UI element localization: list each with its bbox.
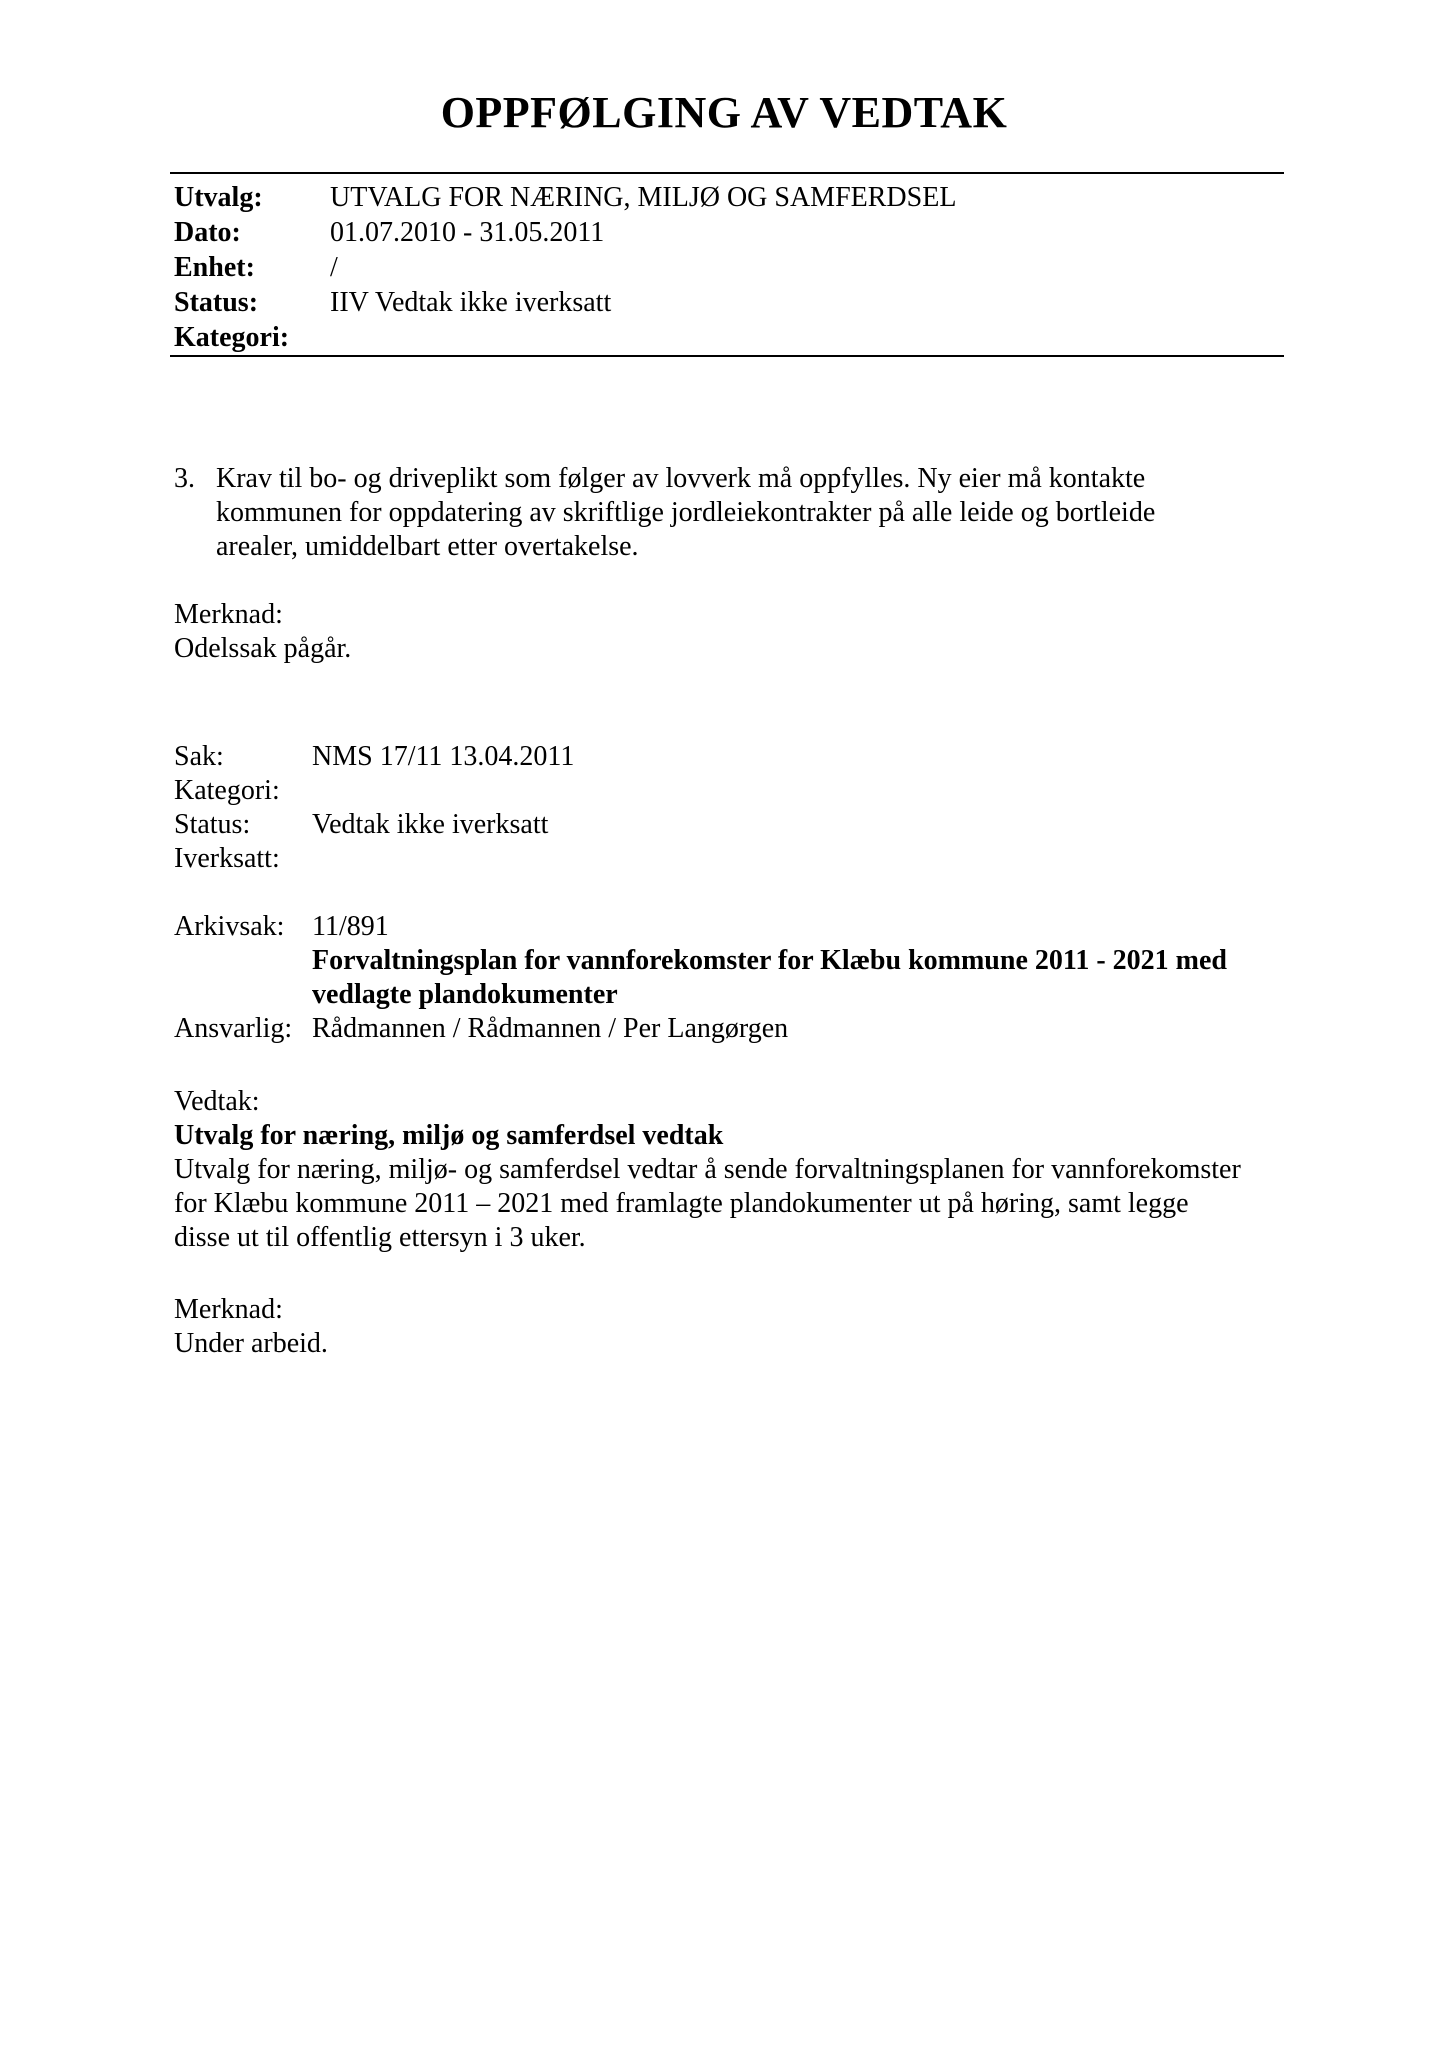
case-row-title	[174, 944, 1284, 1012]
header-value: /	[330, 252, 338, 283]
case-label: Kategori:	[174, 775, 280, 806]
case-label: Status:	[174, 809, 251, 840]
header-row-status	[174, 285, 1274, 320]
case-value: Rådmannen / Rådmannen / Per Langørgen	[312, 1013, 789, 1044]
case-row-sak	[174, 740, 1284, 774]
decision-text-line: for Klæbu kommune 2011 – 2021 med framlagte plandokumenter ut på høring, samt legge	[174, 1188, 1189, 1219]
note-block	[174, 1293, 1274, 1361]
decision-heading: Utvalg for næring, miljø og samferdsel vedtak	[174, 1120, 724, 1151]
case-title-line: Forvaltningsplan for vannforekomster for Klæbu kommune 2011 - 2021 med	[312, 945, 1227, 976]
header-label: Utvalg:	[174, 182, 263, 213]
case-value	[312, 774, 1284, 808]
case-row-iverksatt	[174, 842, 1284, 876]
page-title: OPPFØLGING AV VEDTAK	[440, 88, 1008, 137]
case-value: NMS 17/11 13.04.2011	[312, 741, 575, 772]
decision-text-line: Utvalg for næring, miljø- og samferdsel vedtar å sende forvaltningsplanen for vannforekomster	[174, 1154, 1241, 1185]
case-value: 11/891	[312, 911, 389, 942]
header-top-rule	[170, 172, 1284, 174]
header-row-enhet	[174, 250, 1274, 285]
decision-text	[174, 1153, 1278, 1255]
item-text-line: Krav til bo- og driveplikt som følger av lovverk må oppfylles. Ny eier må kontakte	[216, 463, 1146, 494]
header-label: Enhet:	[174, 252, 255, 283]
header-label: Dato:	[174, 217, 241, 248]
case-label: Iverksatt:	[174, 843, 280, 874]
item-text-line: kommunen for oppdatering av skriftlige jordleiekontrakter på alle leide og bortleide	[216, 497, 1156, 528]
header-bottom-rule	[170, 355, 1284, 357]
decision-text-line: disse ut til offentlig ettersyn i 3 uker.	[174, 1222, 586, 1253]
note-text: Under arbeid.	[174, 1328, 328, 1359]
header-value: IIV Vedtak ikke iverksatt	[330, 287, 612, 318]
case-row-status	[174, 808, 1284, 842]
case-details	[174, 740, 1284, 1046]
header-label: Status:	[174, 287, 259, 318]
case-row-kategori	[174, 774, 1284, 808]
case-value	[312, 842, 1284, 876]
header-row-utvalg	[174, 180, 1274, 215]
header-row-kategori	[174, 320, 1274, 355]
case-title	[312, 944, 1284, 1012]
decision-label: Vedtak:	[174, 1086, 260, 1117]
case-label-empty	[174, 944, 312, 1012]
case-label: Sak:	[174, 741, 224, 772]
case-label: Arkivsak:	[174, 911, 285, 942]
case-row-arkivsak	[174, 910, 1284, 944]
note-block	[174, 598, 1274, 666]
case-row-ansvarlig	[174, 1012, 1284, 1046]
case-label: Ansvarlig:	[174, 1013, 293, 1044]
item-text	[216, 462, 1284, 564]
decision-block	[174, 1085, 1278, 1255]
header-label: Kategori:	[174, 322, 290, 353]
case-value: Vedtak ikke iverksatt	[312, 809, 549, 840]
header-table	[174, 180, 1274, 355]
header-row-dato	[174, 215, 1274, 250]
numbered-item	[174, 462, 1284, 564]
header-value: 01.07.2010 - 31.05.2011	[330, 217, 605, 248]
note-label: Merknad:	[174, 1294, 283, 1325]
header-value	[330, 320, 1274, 355]
spacer	[174, 876, 1284, 910]
case-title-line: vedlagte plandokumenter	[312, 979, 618, 1010]
note-text: Odelssak pågår.	[174, 633, 352, 664]
header-value: UTVALG FOR NÆRING, MILJØ OG SAMFERDSEL	[330, 182, 957, 213]
item-number: 3.	[174, 463, 195, 494]
note-label: Merknad:	[174, 599, 283, 630]
item-text-line: arealer, umiddelbart etter overtakelse.	[216, 531, 639, 562]
